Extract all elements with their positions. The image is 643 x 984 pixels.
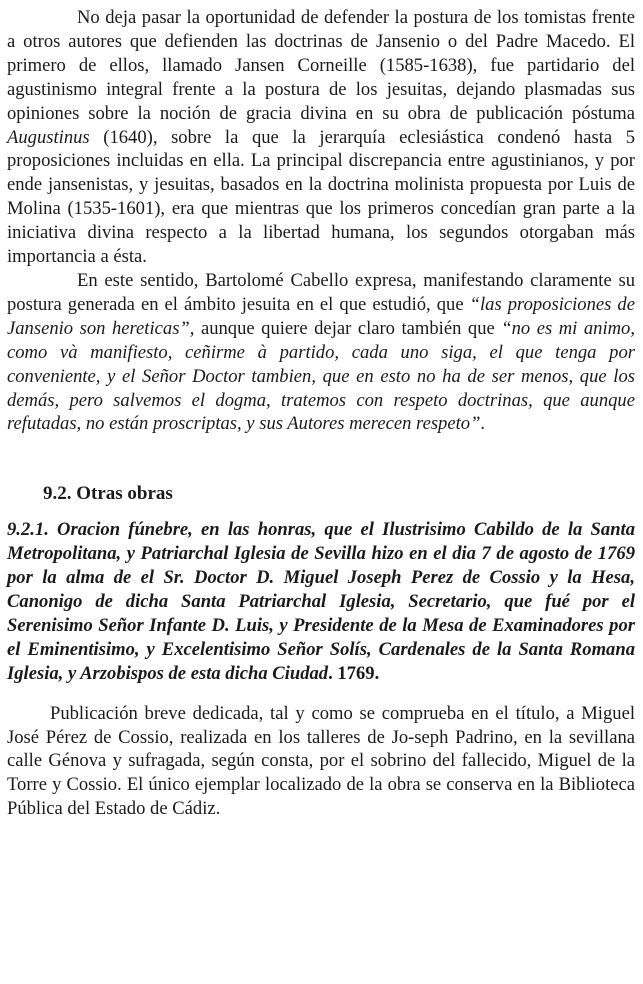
paragraph-cabello-opinion: [7, 269, 635, 436]
section-spacer: [7, 436, 635, 482]
paragraph-jansenism-text-b: (1640), sobre la que la jerarquía eclesiástica condenó hasta 5 proposiciones incluidas en ella. La principal discrepancia entre agustinianos, y por ende jansenistas, y jesuitas, basados en la doctrina molinista propuesta por Luis de Molina (1535-1601), era que mientras que los primeros concedían gran parte a la iniciativa divina respecto a la libertad humana, los segundos otorgaban más importancia a ésta.: [7, 126, 635, 268]
paragraph-publication: Publicación breve dedicada, tal y como se comprueba en el título, a Miguel José Pérez de Cossio, realizada en los talleres de Jo-seph Padrino, en la sevillana calle Génova y sufragada, según consta, por el sobrino del fallecido, Miguel de la Torre y Cossio. El único ejemplar localizado de la obra se conserva en la Biblioteca Pública del Estado de Cádiz.: [7, 702, 635, 820]
quote-heretical-propositions: “las proposiciones de Jansenio son hereticas”: [7, 293, 635, 339]
entry-title: [7, 518, 635, 685]
paragraph-cabello-text-b: , aunque quiere dejar claro también que: [189, 317, 502, 339]
paragraph-jansenism: [7, 6, 635, 269]
augustinus-title: Augustinus: [7, 126, 90, 148]
entry-year: . 1769.: [328, 662, 380, 684]
entry-title-text: 9.2.1. Oracion fúnebre, en las honras, que el Ilustrisimo Cabildo de la Santa Metropolitana, y Patriarchal Iglesia de Sevilla hizo en el dia 7 de agosto de 1769 por la alma de el Sr. Doctor D. Miguel Joseph Perez de Cossio y la Hesa, Canonigo de dicha Santa Patriarchal Iglesia, Secretario, que fué por el Serenisimo Señor Infante D. Luis, y Presidente de la Mesa de Examinadores por el Eminentisimo, y Excelentisimo Señor Solís, Cardenales de la Santa Romana Iglesia, y Arzobispos de esta dicha Ciudad: [7, 519, 635, 684]
section-heading: 9.2. Otras obras: [43, 483, 173, 505]
paragraph-jansenism-text-a: No deja pasar la oportunidad de defender la postura de los tomistas frente a otros autores que defienden las doctrinas de Jansenio o del Padre Macedo. El primero de ellos, llamado Jansen Corneille (1585-1638), fue partidario del agustinismo integral frente a la postura de los jesuitas, dejando plasmadas sus opiniones sobre la noción de gracia divina en su obra de publicación póstuma: [7, 7, 635, 124]
document-page: [7, 6, 635, 821]
paragraph-cabello-text-a: En este sentido, Bartolomé Cabello expresa, manifestando claramente su postura generada en el ámbito jesuita en el que estudió, que: [7, 269, 635, 315]
paragraph-cabello-text-c: .: [480, 413, 486, 435]
entry-spacer: [7, 686, 635, 702]
quote-respect-doctrines: “no es mi animo, como và manifiesto, ceñirme à partido, cada uno siga, el que tenga por conveniente, y el Señor Doctor tambien, que en esto no ha de ser menos, que los demás, pero salvemos el dogma, tratemos con respeto doctrinas, que aunque refutadas, no están proscriptas, y sus Autores merecen respeto”: [7, 317, 635, 435]
heading-spacer: [7, 506, 635, 518]
